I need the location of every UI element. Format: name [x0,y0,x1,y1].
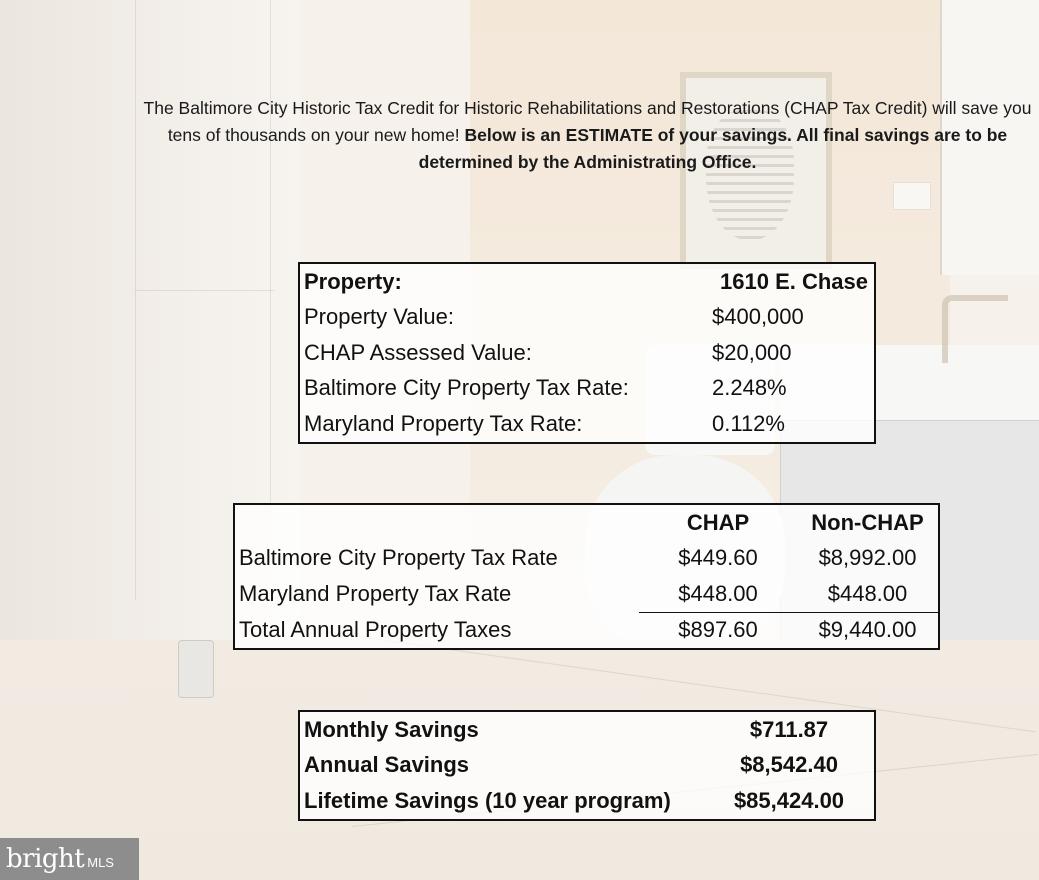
table-row: Maryland Property Tax Rate $448.00 $448.00 [234,576,939,612]
column-header-chap: CHAP [686,509,750,535]
table-row: Baltimore City Property Tax Rate: 2.248% [304,375,787,401]
table-header-row [234,504,939,541]
table-row: Annual Savings $8,542.40 [304,752,838,778]
table-row: CHAP Assessed Value: $20,000 [304,339,792,365]
property-info-table [298,262,876,444]
column-header-non-chap: Non-CHAP [811,509,924,535]
watermark-brand: bright [6,844,85,874]
tax-comparison-table [233,503,940,650]
table-row: Lifetime Savings (10 year program) $85,424.00 [304,787,845,813]
intro-bold: Below is an ESTIMATE of your savings. All final savings are to be determined by the Administrating Office. [418,125,1008,172]
table-row: Property Value: $400,000 [304,304,804,330]
property-label: Property: [304,268,402,294]
watermark-suffix: MLS [87,854,114,870]
table-row: Monthly Savings $711.87 [304,716,829,742]
intro-text [125,95,1039,176]
table-row: Baltimore City Property Tax Rate $449.60 $8,992.00 [239,545,917,571]
property-address: 1610 E. Chase [720,268,868,294]
table-row: Maryland Property Tax Rate: 0.112% [304,410,785,436]
bright-mls-watermark [0,838,139,880]
table-row-total: Total Annual Property Taxes $897.60 $9,440.00 [239,617,917,643]
table-row [299,263,875,300]
intro-plain: The Baltimore City Historic Tax Credit for Historic Rehabilitations and Restorations (CHAP Tax Credit) will save you tens of thousands on your new home! [143,98,1032,145]
savings-table [298,710,876,821]
